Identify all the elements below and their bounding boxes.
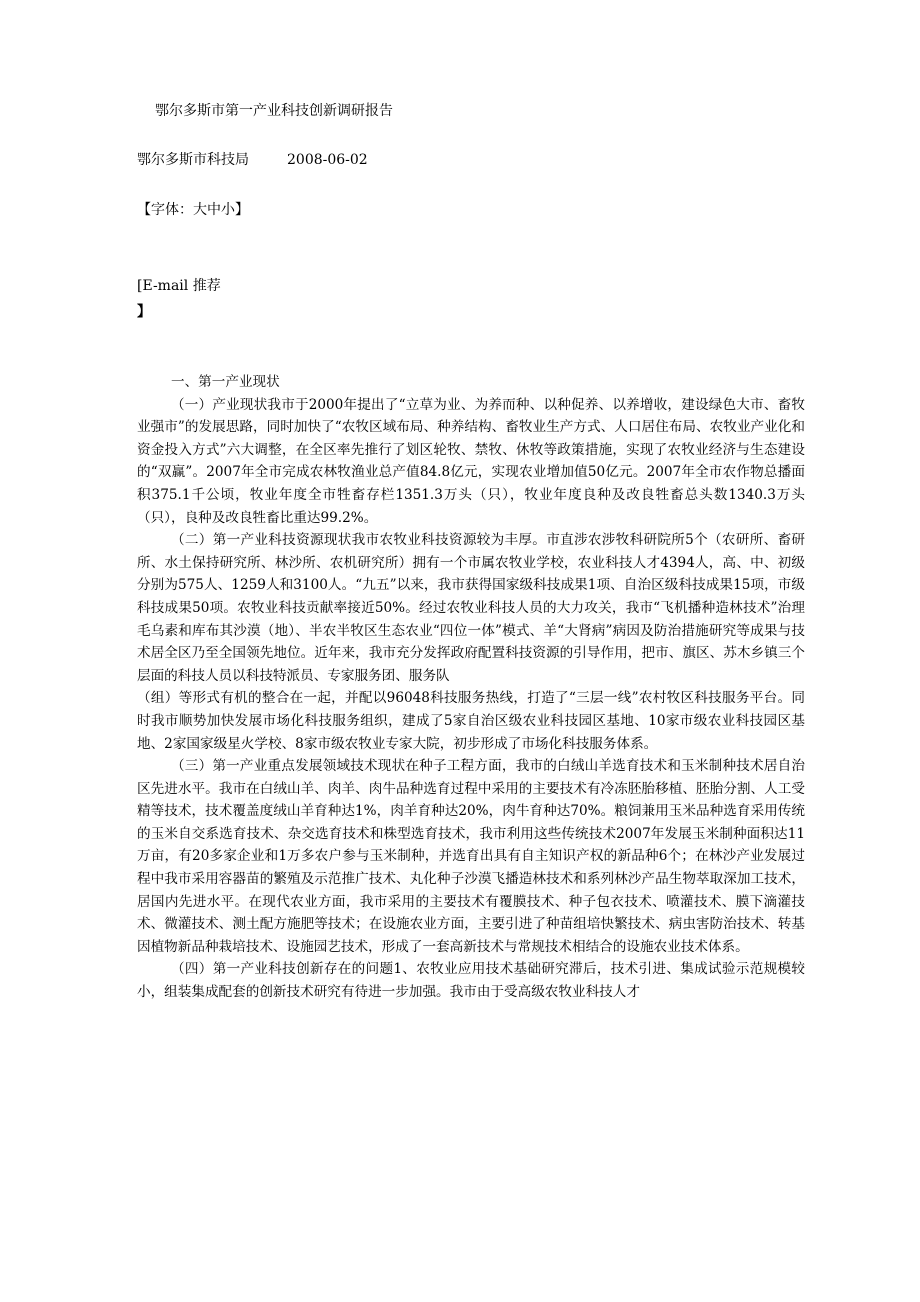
paragraph-4: （四）第一产业科技创新存在的问题1、农牧业应用技术基础研究滞后，技术引进、集成试验示范规模较小，组装集成配套的创新技术研究有待进一步加强。我市由于受高级农牧业科技人才 (137, 961, 805, 1001)
document-source: 鄂尔多斯市科技局 (137, 152, 249, 168)
document-meta (137, 150, 368, 170)
paragraph-1: （一）产业现状我市于2000年提出了“立草为业、为养而种、以种促养、以养增收，建设绿色大市、畜牧业强市”的发展思路，同时加快了“农牧区域布局、种养结构、畜牧业生产方式、人口居住布局、农牧业产业化和资金投入方式”六大调整，在全区率先推行了划区轮牧、禁牧、休牧等政策措施，实现了农牧业经济与生态建设的“双赢”。2007年全市完成农林牧渔业总产值84.8亿元，实现农业增加值50亿元。2007年全市农作物总播面积375.1千公顷，牧业年度全市牲畜存栏1351.3万头（只），牧业年度良种及改良牲畜总头数1340.3万头（只），良种及改良牲畜比重达99.2%。 (137, 396, 805, 526)
email-recommend-label[interactable]: [E-mail 推荐 (137, 278, 221, 294)
font-size-selector[interactable]: 【字体：大中小】 (137, 202, 249, 218)
email-recommend-link[interactable] (137, 273, 257, 325)
document-title: 鄂尔多斯市第一产业科技创新调研报告 (155, 103, 393, 119)
section-heading: 一、第一产业现状 (171, 374, 280, 390)
paragraph-2-continued: （组）等形式有机的整合在一起，并配以96048科技服务热线，打造了“三层一线”农村牧区科技服务平台。同时我市顺势加快发展市场化科技服务组织，建成了5家自治区级农业科技园区基地、10家市级农业科技园区基地、2家国家级星火学校、8家市级农牧业专家大院，初步形成了市场化科技服务体系。 (137, 690, 805, 752)
email-recommend-close: 】 (137, 304, 151, 320)
document-date: 2008-06-02 (287, 152, 368, 168)
paragraph-2: （二）第一产业科技资源现状我市农牧业科技资源较为丰厚。市直涉农涉牧科研院所5个（农研所、畜研所、水土保持研究所、林沙所、农机研究所）拥有一个市属农牧业学校，农业科技人才4394人，高、中、初级分别为575人、1259人和3100人。“九五”以来，我市获得国家级科技成果1项、自治区级科技成果15项，市级科技成果50项。农牧业科技贡献率接近50%。经过农牧业科技人员的大力攻关，我市“飞机播种造林技术”治理毛乌素和库布其沙漠（地）、半农半牧区生态农业“四位一体”模式、羊“大肾病”病因及防治措施研究等成果与技术居全区乃至全国领先地位。近年来，我市充分发挥政府配置科技资源的引导作用，把市、旗区、苏木乡镇三个层面的科技人员以科技特派员、专家服务团、服务队 (137, 532, 805, 684)
paragraph-3: （三）第一产业重点发展领域技术现状在种子工程方面，我市的白绒山羊选育技术和玉米制种技术居自治区先进水平。我市在白绒山羊、肉羊、肉牛品种选育过程中采用的主要技术有冷冻胚胎移植、胚胎分割、人工受精等技术，技术覆盖度绒山羊育种达1%，肉羊育种达20%，肉牛育种达70%。粮饲兼用玉米品种选育采用传统的玉米自交系选育技术、杂交选育技术和株型选育技术，我市利用这些传统技术2007年发展玉米制种面积达11万亩，有20多家企业和1万多农户参与玉米制种，并选育出具有自主知识产权的新品种6个；在林沙产业发展过程中我市采用容器苗的繁殖及示范推广技术、丸化种子沙漠飞播造林技术和系列林沙产品生物萃取深加工技术，居国内先进水平。在现代农业方面，我市采用的主要技术有覆膜技术、种子包衣技术、喷灌技术、膜下滴灌技术、微灌技术、测土配方施肥等技术；在设施农业方面，主要引进了种苗组培快繁技术、病虫害防治技术、转基因植物新品种栽培技术、设施园艺技术，形成了一套高新技术与常规技术相结合的设施农业技术体系。 (137, 758, 805, 955)
article-body (137, 371, 805, 1004)
